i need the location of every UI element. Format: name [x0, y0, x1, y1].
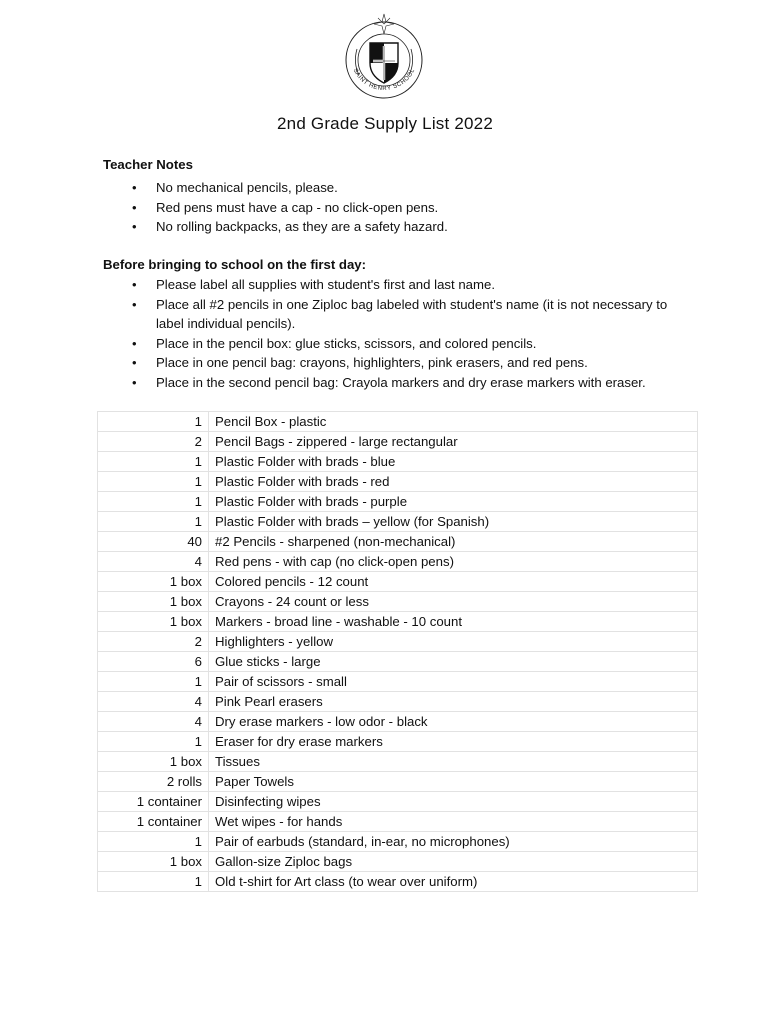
- item-cell: Pink Pearl erasers: [209, 692, 698, 712]
- shield-icon: [370, 43, 398, 83]
- quantity-cell: 4: [98, 712, 209, 732]
- table-row: [98, 712, 698, 732]
- table-row: [98, 652, 698, 672]
- list-item: • Please label all supplies with student's first and last name.: [132, 275, 692, 295]
- quantity-cell: 6: [98, 652, 209, 672]
- table-row: [98, 752, 698, 772]
- school-seal-logo: [343, 13, 425, 103]
- list-item: • Place all #2 pencils in one Ziploc bag labeled with student's name (it is not necessary to label individual pencils).: [132, 295, 692, 334]
- item-cell: Pencil Bags - zippered - large rectangular: [209, 432, 698, 452]
- item-cell: Red pens - with cap (no click-open pens): [209, 552, 698, 572]
- first-day-list: [132, 275, 692, 392]
- item-cell: Disinfecting wipes: [209, 792, 698, 812]
- table-row: [98, 632, 698, 652]
- item-cell: Old t-shirt for Art class (to wear over uniform): [209, 872, 698, 892]
- quantity-cell: 1 box: [98, 752, 209, 772]
- item-cell: Markers - broad line - washable - 10 count: [209, 612, 698, 632]
- item-cell: Pair of scissors - small: [209, 672, 698, 692]
- list-item: • No mechanical pencils, please.: [132, 178, 692, 198]
- table-row: [98, 412, 698, 432]
- item-cell: Crayons - 24 count or less: [209, 592, 698, 612]
- quantity-cell: 1: [98, 512, 209, 532]
- quantity-cell: 1 container: [98, 792, 209, 812]
- table-row: [98, 812, 698, 832]
- list-item: • Place in one pencil bag: crayons, highlighters, pink erasers, and red pens.: [132, 353, 692, 373]
- list-item: • Red pens must have a cap - no click-open pens.: [132, 198, 692, 218]
- item-cell: Plastic Folder with brads - purple: [209, 492, 698, 512]
- page-title: 2nd Grade Supply List 2022: [277, 114, 493, 133]
- item-cell: Glue sticks - large: [209, 652, 698, 672]
- quantity-cell: 2: [98, 432, 209, 452]
- table-row: [98, 452, 698, 472]
- item-cell: Dry erase markers - low odor - black: [209, 712, 698, 732]
- quantity-cell: 4: [98, 552, 209, 572]
- quantity-cell: 2: [98, 632, 209, 652]
- svg-text:SAINT HENRY SCHOOL: SAINT HENRY SCHOOL: [351, 67, 417, 93]
- table-row: [98, 532, 698, 552]
- table-row: [98, 512, 698, 532]
- list-item: • Place in the second pencil bag: Crayola markers and dry erase markers with eraser.: [132, 373, 692, 393]
- table-row: [98, 772, 698, 792]
- item-cell: Gallon-size Ziploc bags: [209, 852, 698, 872]
- supply-table: [97, 411, 698, 892]
- quantity-cell: 1: [98, 452, 209, 472]
- item-cell: Wet wipes - for hands: [209, 812, 698, 832]
- item-cell: Plastic Folder with brads - blue: [209, 452, 698, 472]
- table-row: [98, 472, 698, 492]
- item-cell: Highlighters - yellow: [209, 632, 698, 652]
- quantity-cell: 1 box: [98, 852, 209, 872]
- compass-star-icon: [374, 14, 394, 34]
- table-row: [98, 592, 698, 612]
- quantity-cell: 1 box: [98, 592, 209, 612]
- quantity-cell: 2 rolls: [98, 772, 209, 792]
- quantity-cell: 1: [98, 492, 209, 512]
- quantity-cell: 40: [98, 532, 209, 552]
- quantity-cell: 4: [98, 692, 209, 712]
- table-row: [98, 612, 698, 632]
- item-cell: Plastic Folder with brads - red: [209, 472, 698, 492]
- quantity-cell: 1 box: [98, 612, 209, 632]
- item-cell: Tissues: [209, 752, 698, 772]
- table-row: [98, 832, 698, 852]
- table-row: [98, 732, 698, 752]
- table-row: [98, 552, 698, 572]
- list-item: • No rolling backpacks, as they are a safety hazard.: [132, 217, 692, 237]
- quantity-cell: 1: [98, 872, 209, 892]
- quantity-cell: 1: [98, 832, 209, 852]
- quantity-cell: 1 box: [98, 572, 209, 592]
- item-cell: #2 Pencils - sharpened (non-mechanical): [209, 532, 698, 552]
- table-row: [98, 492, 698, 512]
- quantity-cell: 1: [98, 472, 209, 492]
- table-row: [98, 872, 698, 892]
- quantity-cell: 1 container: [98, 812, 209, 832]
- table-row: [98, 792, 698, 812]
- teacher-notes-heading: Teacher Notes: [103, 157, 193, 172]
- item-cell: Eraser for dry erase markers: [209, 732, 698, 752]
- table-row: [98, 572, 698, 592]
- quantity-cell: 1: [98, 672, 209, 692]
- item-cell: Pencil Box - plastic: [209, 412, 698, 432]
- quantity-cell: 1: [98, 732, 209, 752]
- table-row: [98, 432, 698, 452]
- quantity-cell: 1: [98, 412, 209, 432]
- item-cell: Pair of earbuds (standard, in-ear, no microphones): [209, 832, 698, 852]
- item-cell: Paper Towels: [209, 772, 698, 792]
- teacher-notes-list: [132, 178, 692, 237]
- first-day-heading: Before bringing to school on the first day:: [103, 257, 367, 272]
- item-cell: Colored pencils - 12 count: [209, 572, 698, 592]
- list-item: • Place in the pencil box: glue sticks, scissors, and colored pencils.: [132, 334, 692, 354]
- table-row: [98, 852, 698, 872]
- table-row: [98, 692, 698, 712]
- item-cell: Plastic Folder with brads – yellow (for Spanish): [209, 512, 698, 532]
- table-row: [98, 672, 698, 692]
